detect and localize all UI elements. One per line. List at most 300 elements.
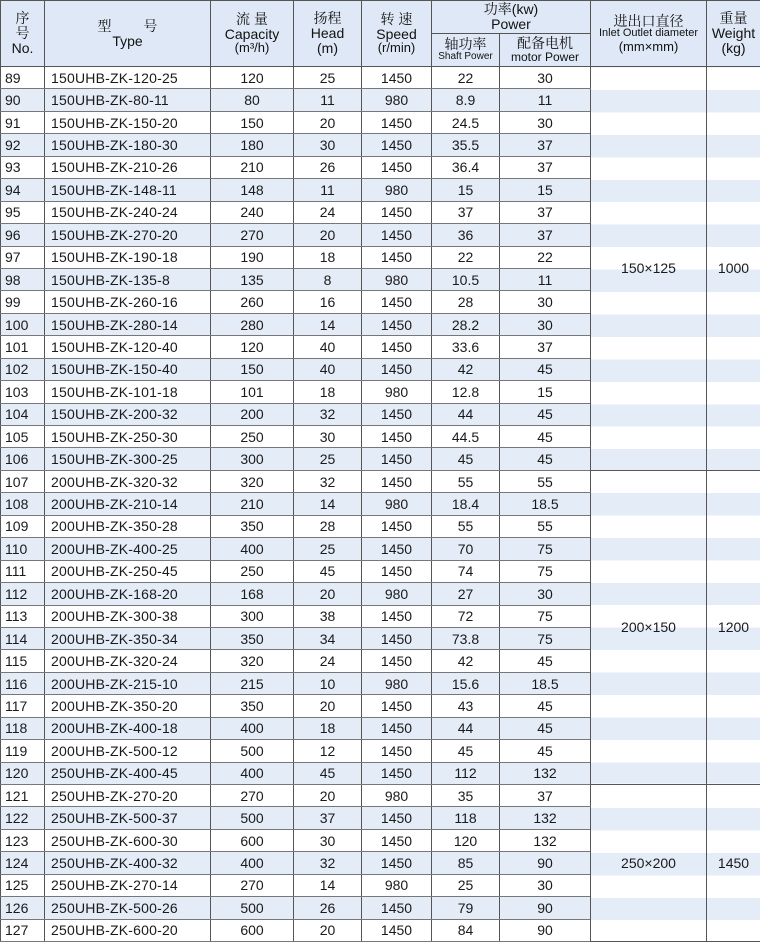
- row-speed: 1450: [362, 134, 432, 156]
- weight-cn: 重量: [707, 11, 760, 26]
- row-speed: 980: [362, 583, 432, 605]
- row-head: 45: [294, 762, 362, 784]
- row-motor-power: 45: [500, 403, 591, 425]
- row-type: 150UHB-ZK-300-25: [45, 448, 211, 470]
- row-motor-power: 45: [500, 426, 591, 448]
- row-speed: 1450: [362, 111, 432, 133]
- row-number: 100: [1, 313, 45, 335]
- speed-unit: (r/min): [362, 41, 431, 55]
- row-type: 150UHB-ZK-200-32: [45, 403, 211, 425]
- row-number: 111: [1, 560, 45, 582]
- row-speed: 1450: [362, 224, 432, 246]
- row-type: 200UHB-ZK-320-32: [45, 470, 211, 492]
- row-motor-power: 55: [500, 515, 591, 537]
- row-capacity: 270: [211, 785, 294, 807]
- row-number: 115: [1, 650, 45, 672]
- row-type: 150UHB-ZK-120-40: [45, 336, 211, 358]
- row-number: 124: [1, 852, 45, 874]
- row-type: 250UHB-ZK-600-20: [45, 919, 211, 941]
- row-number: 101: [1, 336, 45, 358]
- row-number: 107: [1, 470, 45, 492]
- table-row: [1, 785, 760, 807]
- row-capacity: 150: [211, 111, 294, 133]
- row-head: 24: [294, 650, 362, 672]
- row-motor-power: 75: [500, 538, 591, 560]
- row-motor-power: 30: [500, 313, 591, 335]
- row-speed: 1450: [362, 246, 432, 268]
- row-type: 250UHB-ZK-270-20: [45, 785, 211, 807]
- row-shaft-power: 44.5: [432, 426, 500, 448]
- speed-en: Speed: [362, 27, 431, 42]
- row-shaft-power: 15.6: [432, 672, 500, 694]
- row-shaft-power: 55: [432, 470, 500, 492]
- row-head: 38: [294, 605, 362, 627]
- row-speed: 1450: [362, 313, 432, 335]
- row-motor-power: 132: [500, 762, 591, 784]
- head-unit: (m): [294, 41, 361, 56]
- row-head: 16: [294, 291, 362, 313]
- row-type: 150UHB-ZK-180-30: [45, 134, 211, 156]
- row-number: 123: [1, 829, 45, 851]
- row-motor-power: 90: [500, 919, 591, 941]
- row-type: 150UHB-ZK-120-25: [45, 67, 211, 89]
- row-capacity: 80: [211, 89, 294, 111]
- row-shaft-power: 70: [432, 538, 500, 560]
- row-type: 150UHB-ZK-260-16: [45, 291, 211, 313]
- power-cn: 功率(kw): [432, 2, 590, 17]
- row-capacity: 148: [211, 179, 294, 201]
- row-capacity: 250: [211, 560, 294, 582]
- row-motor-power: 90: [500, 852, 591, 874]
- row-number: 98: [1, 268, 45, 290]
- row-capacity: 210: [211, 156, 294, 178]
- row-speed: 980: [362, 381, 432, 403]
- row-capacity: 400: [211, 538, 294, 560]
- col-header-power: [432, 1, 591, 34]
- row-type: 150UHB-ZK-101-18: [45, 381, 211, 403]
- row-shaft-power: 12.8: [432, 381, 500, 403]
- row-capacity: 600: [211, 829, 294, 851]
- row-head: 20: [294, 224, 362, 246]
- row-shaft-power: 43: [432, 695, 500, 717]
- row-motor-power: 75: [500, 627, 591, 649]
- row-shaft-power: 73.8: [432, 627, 500, 649]
- row-shaft-power: 35: [432, 785, 500, 807]
- row-shaft-power: 85: [432, 852, 500, 874]
- row-capacity: 270: [211, 874, 294, 896]
- row-type: 200UHB-ZK-210-14: [45, 493, 211, 515]
- no-cn-2: 号: [1, 26, 44, 41]
- row-motor-power: 45: [500, 740, 591, 762]
- no-en: No.: [1, 41, 44, 56]
- row-motor-power: 30: [500, 874, 591, 896]
- row-type: 250UHB-ZK-500-37: [45, 807, 211, 829]
- row-number: 127: [1, 919, 45, 941]
- row-head: 18: [294, 381, 362, 403]
- row-motor-power: 11: [500, 268, 591, 290]
- row-speed: 980: [362, 268, 432, 290]
- row-motor-power: 15: [500, 381, 591, 403]
- row-capacity: 500: [211, 740, 294, 762]
- row-motor-power: 15: [500, 179, 591, 201]
- row-head: 25: [294, 538, 362, 560]
- row-motor-power: 37: [500, 336, 591, 358]
- row-head: 45: [294, 560, 362, 582]
- row-capacity: 350: [211, 515, 294, 537]
- row-head: 32: [294, 470, 362, 492]
- row-head: 32: [294, 403, 362, 425]
- row-type: 200UHB-ZK-320-24: [45, 650, 211, 672]
- row-speed: 980: [362, 493, 432, 515]
- row-motor-power: 132: [500, 829, 591, 851]
- row-speed: 1450: [362, 470, 432, 492]
- row-motor-power: 45: [500, 650, 591, 672]
- row-number: 114: [1, 627, 45, 649]
- motor-cn: 配备电机: [500, 36, 590, 51]
- capacity-unit: (m³/h): [211, 41, 293, 55]
- weight-unit: (kg): [707, 41, 760, 56]
- row-number: 125: [1, 874, 45, 896]
- row-type: 150UHB-ZK-280-14: [45, 313, 211, 335]
- row-capacity: 120: [211, 336, 294, 358]
- row-motor-power: 37: [500, 785, 591, 807]
- row-capacity: 400: [211, 762, 294, 784]
- row-speed: 1450: [362, 717, 432, 739]
- row-speed: 1450: [362, 919, 432, 941]
- group-diameter: 200×150: [591, 470, 707, 784]
- row-head: 11: [294, 179, 362, 201]
- table-header: [1, 1, 760, 67]
- row-capacity: 300: [211, 448, 294, 470]
- row-number: 121: [1, 785, 45, 807]
- row-shaft-power: 18.4: [432, 493, 500, 515]
- row-speed: 1450: [362, 336, 432, 358]
- row-capacity: 400: [211, 852, 294, 874]
- capacity-en: Capacity: [211, 27, 293, 42]
- type-en: Type: [45, 34, 210, 49]
- row-number: 106: [1, 448, 45, 470]
- row-head: 30: [294, 426, 362, 448]
- row-motor-power: 55: [500, 470, 591, 492]
- row-capacity: 300: [211, 605, 294, 627]
- row-speed: 1450: [362, 201, 432, 223]
- row-type: 150UHB-ZK-150-40: [45, 358, 211, 380]
- row-motor-power: 37: [500, 134, 591, 156]
- row-type: 150UHB-ZK-148-11: [45, 179, 211, 201]
- row-capacity: 320: [211, 650, 294, 672]
- row-shaft-power: 79: [432, 897, 500, 919]
- row-type: 150UHB-ZK-190-18: [45, 246, 211, 268]
- row-shaft-power: 44: [432, 403, 500, 425]
- row-type: 150UHB-ZK-150-20: [45, 111, 211, 133]
- row-shaft-power: 84: [432, 919, 500, 941]
- row-number: 94: [1, 179, 45, 201]
- row-speed: 1450: [362, 650, 432, 672]
- row-shaft-power: 42: [432, 358, 500, 380]
- row-capacity: 240: [211, 201, 294, 223]
- row-head: 8: [294, 268, 362, 290]
- row-head: 11: [294, 89, 362, 111]
- row-number: 99: [1, 291, 45, 313]
- row-motor-power: 30: [500, 583, 591, 605]
- row-motor-power: 37: [500, 224, 591, 246]
- row-head: 20: [294, 111, 362, 133]
- row-speed: 1450: [362, 291, 432, 313]
- col-header-shaft-power: [432, 34, 500, 67]
- row-shaft-power: 72: [432, 605, 500, 627]
- row-shaft-power: 35.5: [432, 134, 500, 156]
- row-shaft-power: 10.5: [432, 268, 500, 290]
- row-number: 109: [1, 515, 45, 537]
- row-type: 150UHB-ZK-135-8: [45, 268, 211, 290]
- row-shaft-power: 27: [432, 583, 500, 605]
- row-head: 32: [294, 852, 362, 874]
- row-capacity: 500: [211, 807, 294, 829]
- diam-unit: (mm×mm): [591, 40, 706, 54]
- row-speed: 1450: [362, 560, 432, 582]
- row-capacity: 200: [211, 403, 294, 425]
- row-capacity: 320: [211, 470, 294, 492]
- row-speed: 1450: [362, 695, 432, 717]
- row-shaft-power: 44: [432, 717, 500, 739]
- row-capacity: 500: [211, 897, 294, 919]
- row-capacity: 270: [211, 224, 294, 246]
- speed-cn: 转 速: [362, 12, 431, 27]
- row-shaft-power: 22: [432, 67, 500, 89]
- row-type: 150UHB-ZK-210-26: [45, 156, 211, 178]
- row-number: 91: [1, 111, 45, 133]
- row-number: 122: [1, 807, 45, 829]
- row-motor-power: 18.5: [500, 672, 591, 694]
- group-weight: 1200: [707, 470, 760, 784]
- row-shaft-power: 36: [432, 224, 500, 246]
- row-head: 28: [294, 515, 362, 537]
- row-head: 40: [294, 358, 362, 380]
- row-motor-power: 75: [500, 560, 591, 582]
- row-type: 200UHB-ZK-350-28: [45, 515, 211, 537]
- col-header-speed: [362, 1, 432, 67]
- row-motor-power: 30: [500, 111, 591, 133]
- row-head: 14: [294, 493, 362, 515]
- weight-en: Weight: [707, 26, 760, 41]
- row-shaft-power: 15: [432, 179, 500, 201]
- row-shaft-power: 37: [432, 201, 500, 223]
- row-type: 250UHB-ZK-400-45: [45, 762, 211, 784]
- no-cn-1: 序: [1, 11, 44, 26]
- row-speed: 1450: [362, 605, 432, 627]
- row-type: 250UHB-ZK-270-14: [45, 874, 211, 896]
- table-row: [1, 67, 760, 89]
- row-type: 200UHB-ZK-500-12: [45, 740, 211, 762]
- row-number: 112: [1, 583, 45, 605]
- col-header-head: [294, 1, 362, 67]
- row-head: 24: [294, 201, 362, 223]
- row-type: 200UHB-ZK-350-34: [45, 627, 211, 649]
- row-type: 150UHB-ZK-270-20: [45, 224, 211, 246]
- row-head: 26: [294, 897, 362, 919]
- row-shaft-power: 55: [432, 515, 500, 537]
- row-shaft-power: 74: [432, 560, 500, 582]
- row-capacity: 150: [211, 358, 294, 380]
- row-head: 20: [294, 583, 362, 605]
- row-type: 250UHB-ZK-400-32: [45, 852, 211, 874]
- row-speed: 980: [362, 874, 432, 896]
- row-speed: 1450: [362, 67, 432, 89]
- row-head: 20: [294, 695, 362, 717]
- table-row: [1, 470, 760, 492]
- row-speed: 1450: [362, 426, 432, 448]
- power-en: Power: [432, 17, 590, 32]
- row-shaft-power: 28: [432, 291, 500, 313]
- row-number: 89: [1, 67, 45, 89]
- diam-en: Inlet Outlet diameter: [591, 28, 706, 40]
- row-shaft-power: 8.9: [432, 89, 500, 111]
- head-cn: 扬程: [294, 11, 361, 26]
- row-head: 18: [294, 246, 362, 268]
- row-type: 150UHB-ZK-240-24: [45, 201, 211, 223]
- row-capacity: 250: [211, 426, 294, 448]
- row-speed: 980: [362, 89, 432, 111]
- col-header-weight: [707, 1, 760, 67]
- row-head: 25: [294, 67, 362, 89]
- row-speed: 1450: [362, 515, 432, 537]
- row-number: 110: [1, 538, 45, 560]
- row-number: 116: [1, 672, 45, 694]
- row-number: 102: [1, 358, 45, 380]
- row-capacity: 135: [211, 268, 294, 290]
- row-number: 93: [1, 156, 45, 178]
- row-motor-power: 37: [500, 156, 591, 178]
- group-diameter: 250×200: [591, 785, 707, 942]
- row-capacity: 190: [211, 246, 294, 268]
- row-speed: 980: [362, 672, 432, 694]
- row-head: 10: [294, 672, 362, 694]
- row-type: 200UHB-ZK-215-10: [45, 672, 211, 694]
- row-type: 150UHB-ZK-80-11: [45, 89, 211, 111]
- row-number: 90: [1, 89, 45, 111]
- row-head: 18: [294, 717, 362, 739]
- row-type: 200UHB-ZK-350-20: [45, 695, 211, 717]
- shaft-en: Shaft Power: [432, 52, 499, 63]
- row-capacity: 215: [211, 672, 294, 694]
- row-type: 200UHB-ZK-400-18: [45, 717, 211, 739]
- row-capacity: 600: [211, 919, 294, 941]
- shaft-cn: 轴功率: [432, 37, 499, 52]
- row-speed: 1450: [362, 829, 432, 851]
- row-type: 150UHB-ZK-250-30: [45, 426, 211, 448]
- row-motor-power: 90: [500, 897, 591, 919]
- row-head: 37: [294, 807, 362, 829]
- row-shaft-power: 22: [432, 246, 500, 268]
- row-motor-power: 45: [500, 695, 591, 717]
- row-motor-power: 37: [500, 201, 591, 223]
- row-shaft-power: 120: [432, 829, 500, 851]
- row-shaft-power: 45: [432, 448, 500, 470]
- row-speed: 1450: [362, 538, 432, 560]
- row-capacity: 210: [211, 493, 294, 515]
- row-shaft-power: 28.2: [432, 313, 500, 335]
- row-speed: 1450: [362, 627, 432, 649]
- col-header-type: [45, 1, 211, 67]
- motor-en: motor Power: [500, 51, 590, 64]
- head-en: Head: [294, 26, 361, 41]
- row-motor-power: 45: [500, 717, 591, 739]
- row-type: 200UHB-ZK-400-25: [45, 538, 211, 560]
- row-capacity: 350: [211, 627, 294, 649]
- row-motor-power: 132: [500, 807, 591, 829]
- row-number: 96: [1, 224, 45, 246]
- capacity-cn: 流 量: [211, 12, 293, 27]
- row-speed: 1450: [362, 358, 432, 380]
- row-speed: 1450: [362, 762, 432, 784]
- row-motor-power: 45: [500, 358, 591, 380]
- row-shaft-power: 42: [432, 650, 500, 672]
- col-header-motor-power: [500, 34, 591, 67]
- row-number: 113: [1, 605, 45, 627]
- row-speed: 980: [362, 179, 432, 201]
- row-shaft-power: 25: [432, 874, 500, 896]
- row-head: 40: [294, 336, 362, 358]
- row-shaft-power: 33.6: [432, 336, 500, 358]
- row-shaft-power: 36.4: [432, 156, 500, 178]
- type-cn: 型 号: [45, 19, 210, 34]
- row-head: 14: [294, 874, 362, 896]
- row-capacity: 168: [211, 583, 294, 605]
- table-body: [1, 67, 760, 942]
- row-capacity: 400: [211, 717, 294, 739]
- row-head: 20: [294, 785, 362, 807]
- group-diameter: 150×125: [591, 67, 707, 471]
- col-header-no: [1, 1, 45, 67]
- row-speed: 1450: [362, 403, 432, 425]
- col-header-capacity: [211, 1, 294, 67]
- row-head: 30: [294, 134, 362, 156]
- row-type: 250UHB-ZK-500-26: [45, 897, 211, 919]
- row-speed: 1450: [362, 852, 432, 874]
- row-head: 14: [294, 313, 362, 335]
- row-shaft-power: 118: [432, 807, 500, 829]
- row-motor-power: 75: [500, 605, 591, 627]
- row-number: 119: [1, 740, 45, 762]
- row-head: 26: [294, 156, 362, 178]
- row-type: 200UHB-ZK-300-38: [45, 605, 211, 627]
- row-capacity: 350: [211, 695, 294, 717]
- row-motor-power: 22: [500, 246, 591, 268]
- row-motor-power: 30: [500, 291, 591, 313]
- row-shaft-power: 112: [432, 762, 500, 784]
- row-capacity: 101: [211, 381, 294, 403]
- row-motor-power: 30: [500, 67, 591, 89]
- row-type: 200UHB-ZK-250-45: [45, 560, 211, 582]
- row-number: 97: [1, 246, 45, 268]
- row-number: 103: [1, 381, 45, 403]
- row-number: 108: [1, 493, 45, 515]
- row-motor-power: 45: [500, 448, 591, 470]
- row-number: 126: [1, 897, 45, 919]
- row-number: 117: [1, 695, 45, 717]
- row-capacity: 180: [211, 134, 294, 156]
- row-type: 200UHB-ZK-168-20: [45, 583, 211, 605]
- row-speed: 1450: [362, 807, 432, 829]
- row-capacity: 260: [211, 291, 294, 313]
- row-speed: 1450: [362, 897, 432, 919]
- row-speed: 1450: [362, 740, 432, 762]
- group-weight: 1000: [707, 67, 760, 471]
- row-motor-power: 18.5: [500, 493, 591, 515]
- row-speed: 1450: [362, 156, 432, 178]
- row-shaft-power: 45: [432, 740, 500, 762]
- row-head: 25: [294, 448, 362, 470]
